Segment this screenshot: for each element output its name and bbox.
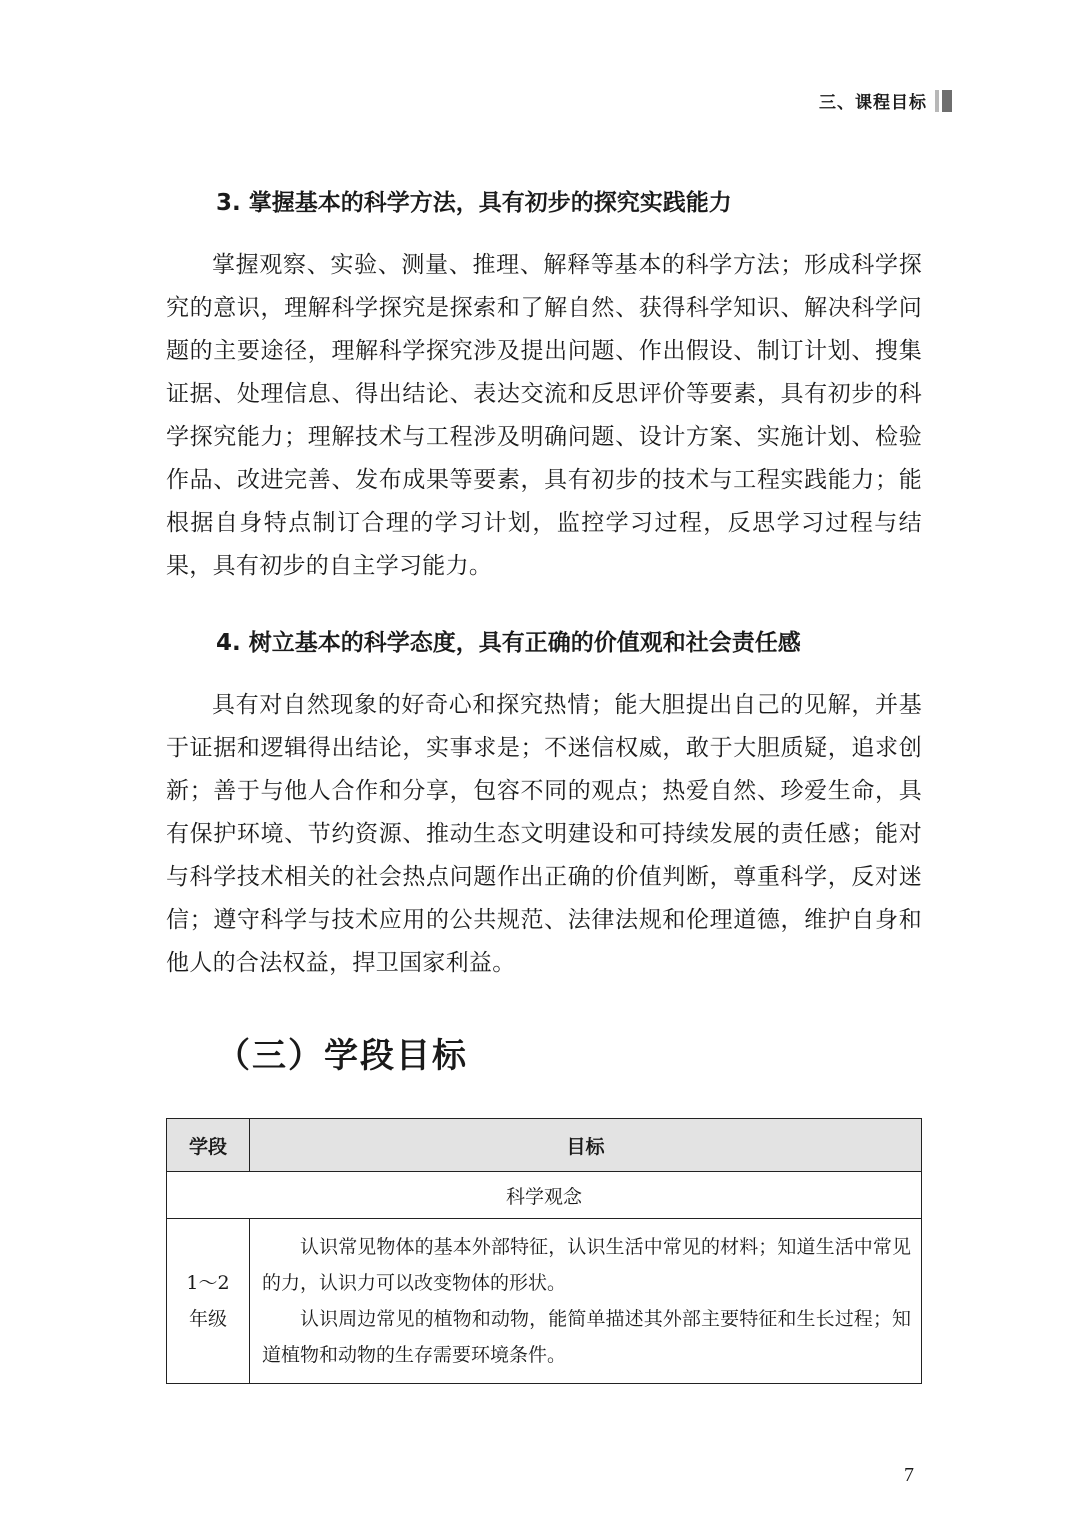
header-stage: 学段: [167, 1119, 250, 1172]
table-category-row: [167, 1172, 922, 1219]
running-header: [819, 88, 952, 113]
paragraph-3: 掌握观察、实验、测量、推理、解释等基本的科学方法；形成科学探究的意识，理解科学探究是探索和了解自然、获得科学知识、解决科学问题的主要途径，理解科学探究涉及提出问题、作出假设、制订计划、搜集证据、处理信息、得出结论、表达交流和反思评价等要素，具有初步的科学探究能力；理解技术与工程涉及明确问题、设计方案、实施计划、检验作品、改进完善、发布成果等要素，具有初步的技术与工程实践能力；能根据自身特点制订合理的学习计划，监控学习过程，反思学习过程与结果，具有初步的自主学习能力。: [166, 252, 922, 579]
category-label: 科学观念: [167, 1172, 922, 1219]
stage-cell: [167, 1219, 250, 1384]
stage-unit: 年级: [188, 1308, 227, 1330]
stage-goals-table: [166, 1118, 922, 1384]
paragraph-4: 具有对自然现象的好奇心和探究热情；能大胆提出自己的见解，并基于证据和逻辑得出结论，实事求是；不迷信权威，敢于大胆质疑，追求创新；善于与他人合作和分享，包容不同的观点；热爱自然、珍爱生命，具有保护环境、节约资源、推动生态文明建设和可持续发展的责任感；能对与科学技术相关的社会热点问题作出正确的价值判断，尊重科学，反对迷信；遵守科学与技术应用的公共规范、法律法规和伦理道德，维护自身和他人的合法权益，捍卫国家利益。: [166, 692, 922, 976]
page-number: 7: [904, 1464, 914, 1486]
table-row: [167, 1219, 922, 1384]
section-title: （三）学段目标: [216, 1036, 468, 1076]
header-goal: 目标: [250, 1119, 922, 1172]
goal-text-2: 认识周边常见的植物和动物，能简单描述其外部主要特征和生长过程；知道植物和动物的生存需要环境条件。: [262, 1308, 911, 1366]
header-title: 三、课程目标: [819, 93, 927, 113]
stage-range: 1～2: [186, 1272, 230, 1294]
goal-text-1: 认识常见物体的基本外部特征，认识生活中常见的材料；知道生活中常见的力，认识力可以改变物体的形状。: [262, 1236, 911, 1294]
header-mark-icon: [935, 90, 952, 112]
sub-heading-4: 4. 树立基本的科学态度，具有正确的价值观和社会责任感: [216, 630, 801, 656]
table-header-row: [167, 1119, 922, 1172]
sub-heading-3: 3. 掌握基本的科学方法，具有初步的探究实践能力: [216, 190, 732, 216]
goal-cell: [250, 1219, 922, 1384]
